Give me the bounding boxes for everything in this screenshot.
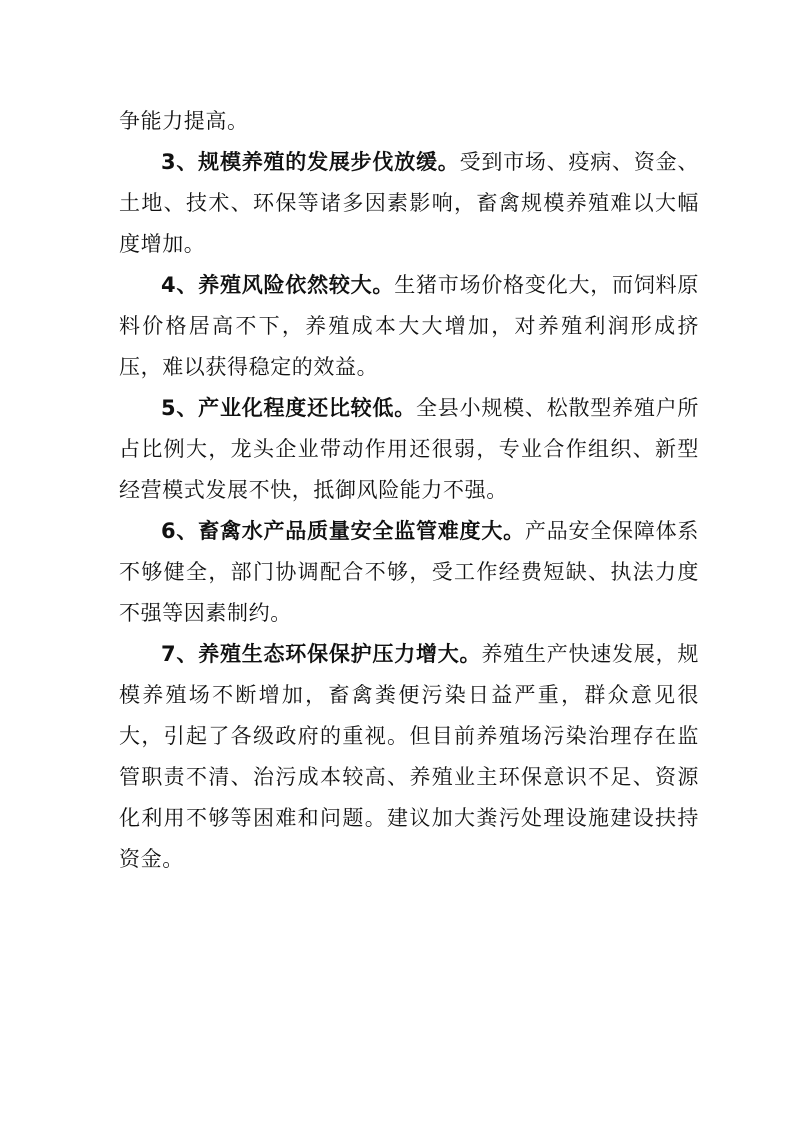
paragraph-item-6 xyxy=(119,511,699,634)
paragraph-item-3 xyxy=(119,142,699,265)
item-6-text: 产品安全保障体系不够健全，部门协调配合不够，受工作经费短缺、执法力度不强等因素制约。 xyxy=(119,519,699,625)
item-5-heading: 5、产业化程度还比较低。 xyxy=(161,396,416,420)
item-7-heading: 7、养殖生态环保保护压力增大。 xyxy=(161,642,482,666)
item-5-text: 全县小规模、松散型养殖户所占比例大，龙头企业带动作用还很弱，专业合作组织、新型经营模式发展不快，抵御风险能力不强。 xyxy=(119,396,699,502)
item-4-text: 生猪市场价格变化大，而饲料原料价格居高不下，养殖成本大大增加，对养殖利润形成挤压，难以获得稳定的效益。 xyxy=(119,273,699,379)
item-6-heading: 6、畜禽水产品质量安全监管难度大。 xyxy=(161,519,525,543)
continuation-paragraph: 争能力提高。 xyxy=(119,109,249,133)
paragraph-item-4 xyxy=(119,265,699,388)
paragraph-item-5 xyxy=(119,388,699,511)
document-body xyxy=(119,101,699,880)
item-4-heading: 4、养殖风险依然较大。 xyxy=(161,273,395,297)
paragraph-item-7 xyxy=(119,634,699,880)
item-3-heading: 3、规模养殖的发展步伐放缓。 xyxy=(161,150,460,174)
item-3-text: 受到市场、疫病、资金、土地、技术、环保等诸多因素影响，畜禽规模养殖难以大幅度增加。 xyxy=(119,150,699,256)
item-7-text: 养殖生产快速发展，规模养殖场不断增加，畜禽粪便污染日益严重，群众意见很大，引起了各级政府的重视。但目前养殖场污染治理存在监管职责不清、治污成本较高、养殖业主环保意识不足、资源化利用不够等困难和问题。建议加大粪污处理设施建设扶持资金。 xyxy=(119,642,699,871)
